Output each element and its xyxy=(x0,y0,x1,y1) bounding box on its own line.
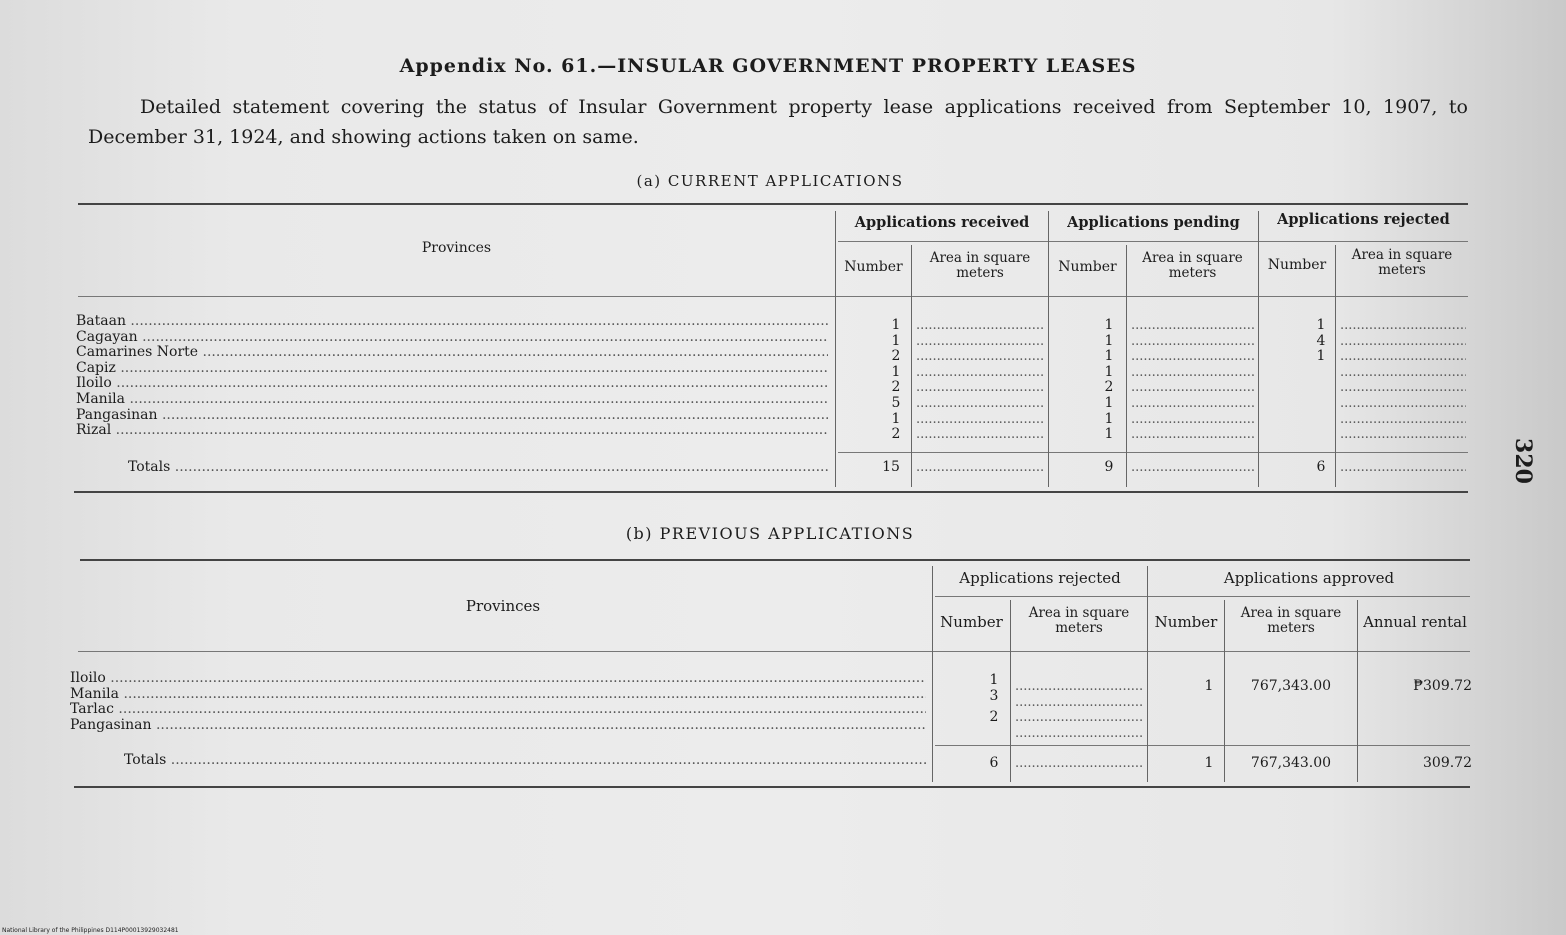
cell-value: 2 xyxy=(891,379,901,396)
leader-dots xyxy=(916,460,1044,476)
cell-value: 1 xyxy=(1316,348,1326,365)
annual-rental-header: Annual rental xyxy=(1363,613,1467,631)
area-column xyxy=(1228,673,1354,695)
cell-value: 2 xyxy=(891,426,901,443)
cell-value: 1 xyxy=(1204,678,1214,694)
leader-dots xyxy=(916,318,1044,443)
provinces-header: Provinces xyxy=(465,597,541,615)
province-column xyxy=(70,671,926,733)
cell-value: 1 xyxy=(891,363,901,380)
cell-value: 767,343.00 xyxy=(1250,678,1332,694)
number-header: Number xyxy=(1154,613,1218,631)
totals-rejected: 6 xyxy=(989,755,999,771)
leader-dots xyxy=(1015,679,1143,741)
number-header: Number xyxy=(940,613,1003,631)
area-header: Area in square meters xyxy=(1142,250,1243,281)
area-header: Area in square meters xyxy=(1351,247,1453,278)
group-header-approved: Applications approved xyxy=(1223,569,1395,587)
totals-label: Totals ..... xyxy=(124,753,926,769)
province-name: Iloilo ..... xyxy=(76,376,828,392)
cell-value: 1 xyxy=(891,332,901,349)
number-header: Number xyxy=(1267,257,1327,273)
description-paragraph: Detailed statement covering the status of Insular Government property lease applications received from September 10, 1907, to December 31, 1924, and showing actions taken on same. xyxy=(88,96,1468,148)
leader-dots xyxy=(1340,460,1466,476)
province-name: Pangasinan ..... xyxy=(70,718,926,734)
area-header: Area in square meters xyxy=(1028,605,1130,636)
group-header-rejected: Applications rejected xyxy=(959,569,1121,587)
totals-rental: 309.72 xyxy=(1423,755,1472,771)
group-header-received: Applications received xyxy=(854,214,1030,231)
rental-column xyxy=(1358,673,1472,695)
province-name: Cagayan ..... xyxy=(76,330,828,346)
cell-value: 2 xyxy=(989,709,999,726)
cell-value: 1 xyxy=(1104,317,1114,333)
totals-row xyxy=(128,460,828,476)
cell-value: 1 xyxy=(1316,317,1326,333)
province-name: Tarlac ..... xyxy=(70,702,926,718)
province-name: Camarines Norte ..... xyxy=(76,345,828,361)
page-title: Appendix No. 61.—INSULAR GOVERNMENT PROPERTY LEASES xyxy=(399,55,1137,77)
totals-row xyxy=(124,753,926,769)
provinces-header: Provinces xyxy=(421,240,492,256)
totals-area: 767,343.00 xyxy=(1250,755,1332,771)
province-column xyxy=(76,314,828,439)
number-header: Number xyxy=(1058,259,1117,275)
cell-value: 1 xyxy=(1104,348,1114,365)
group-header-rejected: Applications rejected xyxy=(1277,211,1450,228)
cell-value: 1 xyxy=(1104,394,1114,411)
cell-value: 1 xyxy=(1104,410,1114,427)
number-header: Number xyxy=(844,259,903,275)
page-number: 320 xyxy=(1509,438,1536,484)
province-name: Pangasinan ..... xyxy=(76,408,828,424)
area-header: Area in square meters xyxy=(1240,605,1342,636)
totals-label: Totals ..... xyxy=(128,460,828,476)
province-name: Capiz ..... xyxy=(76,361,828,377)
current-applications-heading: (a) CURRENT APPLICATIONS xyxy=(636,172,904,190)
totals-approved: 1 xyxy=(1204,755,1214,771)
leader-dots xyxy=(1131,460,1254,476)
leader-dots xyxy=(1340,318,1466,443)
cell-value: 5 xyxy=(891,394,901,411)
group-header-pending: Applications pending xyxy=(1067,214,1240,231)
totals-rejected: 6 xyxy=(1316,459,1326,475)
cell-value: 1 xyxy=(891,410,901,427)
totals-received: 15 xyxy=(882,459,900,475)
cell-value: 2 xyxy=(1104,379,1114,396)
cell-value: 1 xyxy=(1104,426,1114,443)
province-name: Iloilo ..... xyxy=(70,671,926,687)
cell-value: 1 xyxy=(989,672,999,688)
leader-dots xyxy=(1131,318,1254,443)
province-name: Bataan ..... xyxy=(76,314,828,330)
area-header: Area in square meters xyxy=(929,250,1031,281)
province-name: Manila ..... xyxy=(70,687,926,703)
cell-value: 1 xyxy=(891,317,901,333)
cell-value: ₱309.72 xyxy=(1413,678,1472,694)
totals-pending: 9 xyxy=(1104,459,1114,475)
cell-value: 2 xyxy=(891,348,901,365)
footer-credit: National Library of the Philippines D114P00013929032481 xyxy=(2,927,179,934)
cell-value: 1 xyxy=(1104,363,1114,380)
previous-applications-heading: (b) PREVIOUS APPLICATIONS xyxy=(625,524,915,543)
cell-value: 3 xyxy=(989,687,999,704)
cell-value: 4 xyxy=(1316,332,1326,349)
cell-value: 1 xyxy=(1104,332,1114,349)
province-name: Manila ..... xyxy=(76,392,828,408)
province-name: Rizal ..... xyxy=(76,423,828,439)
leader-dots xyxy=(1015,756,1143,772)
